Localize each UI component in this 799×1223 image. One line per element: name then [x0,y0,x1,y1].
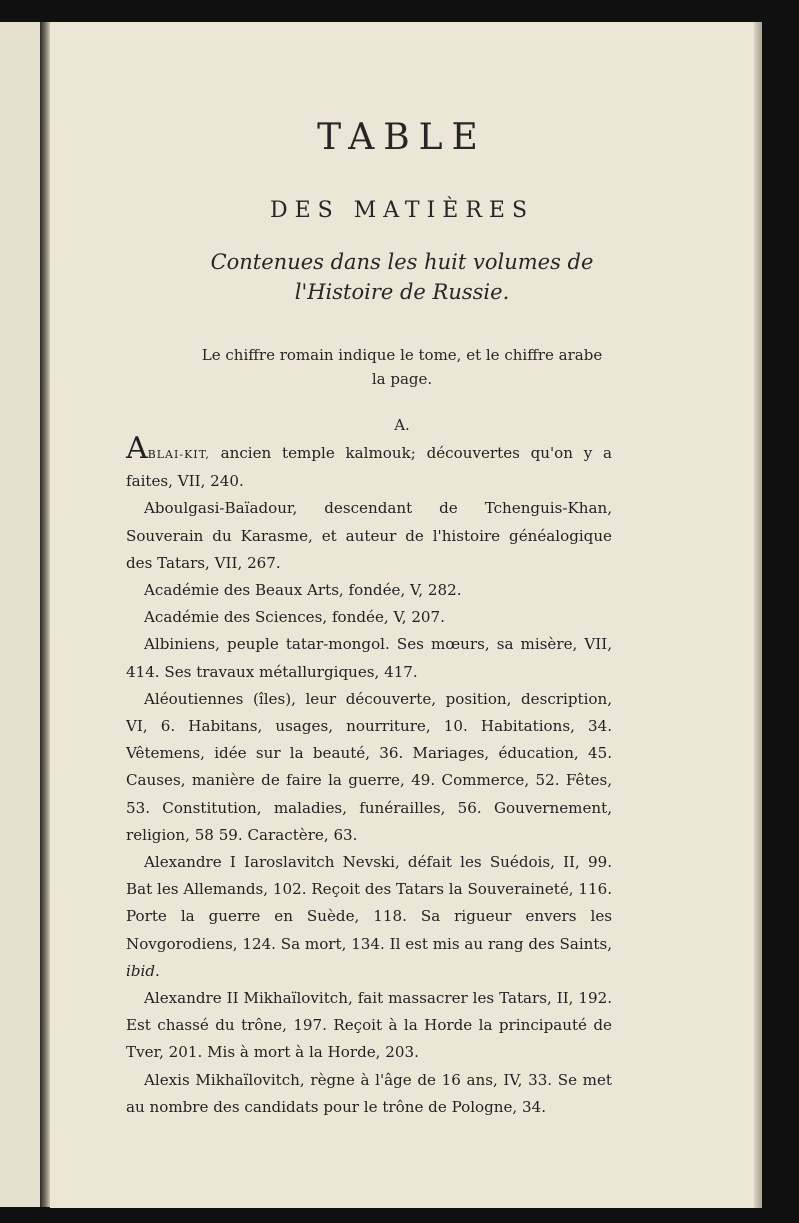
index-entry: Alexandre II Mikhaïlovitch, fait massacrer les Tatars, II, 192. Est chassé du trône, 197. Reçoit à la Horde la principauté de Tver, 201. Mis à mort à la Horde, 203. [126,989,612,1062]
index-entry: Académie des Beaux Arts, fondée, V, 282. [144,581,462,600]
book-gutter [40,22,50,1207]
left-page-edge [0,22,42,1207]
index-entry [126,431,612,495]
section-letter: A. [394,416,410,434]
subtitle-line-2: l'Histoire de Russie. [294,280,510,304]
entry-text: Alexandre I Iaroslavitch Nevski, défait les Suédois, II, 99. Bat les Allemands, 102. Reçoit des Tatars la Souveraineté, 116. Porte la guerre en Suède, 118. Sa rigueur envers les Novgorodiens, 124. Sa mort, 134. Il est mis au rang des Saints, [126,853,612,953]
reading-note [50,343,754,391]
reading-note-line-2: la page. [371,370,433,388]
index-entry: Alexis Mikhaïlovitch, règne à l'âge de 16 ans, IV, 33. Se met au nombre des candidats pour le trône de Pologne, 34. [126,1070,612,1116]
book-page [50,22,754,1208]
entry-italic: ibid. [126,961,160,980]
subtitle-line-1: Contenues dans les huit volumes de [210,250,594,274]
index-entry [126,849,612,985]
page-fore-edge [754,22,762,1208]
page-title: TABLE [317,117,487,158]
entry-text: ancien temple kalmouk; découvertes qu'on y a faites, VII, 240. [126,444,612,491]
index-entry: Aboulgasi-Baïadour, descendant de Tchenguis-Khan, Souverain du Karasme, et auteur de l'histoire généalogique des Tatars, VII, 267. [126,499,612,572]
page-subtitle: DES MATIÈRES [269,198,535,223]
index-entries [126,431,612,1121]
entry-headword: BLAI-KIT, [147,448,210,461]
reading-note-line-1: Le chiffre romain indique le tome, et le chiffre arabe [201,346,603,364]
index-entry: Aléoutiennes (îles), leur découverte, position, description, VI, 6. Habitans, usages, nourriture, 10. Habitations, 34. Vêtemens, idée sur la beauté, 36. Mariages, éducation, 45. Causes, manière de faire la guerre, 49. Commerce, 52. Fêtes, 53. Constitution, maladies, funérailles, 56. Gouvernement, religion, 58 59. Caractère, 63. [126,689,612,844]
index-entry: Académie des Sciences, fondée, V, 207. [144,608,445,627]
index-entry: Albiniens, peuple tatar-mongol. Ses mœurs, sa misère, VII, 414. Ses travaux métallurgiques, 417. [126,635,612,681]
drop-cap: A [126,431,148,466]
